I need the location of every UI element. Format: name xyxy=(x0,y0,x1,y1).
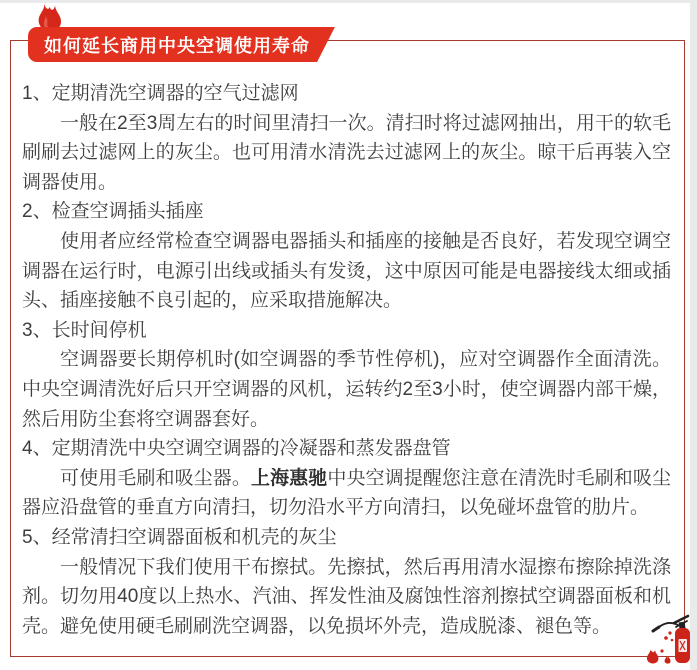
section-4-body-suffix: 中央空调提醒您注意在清洗时毛刷和吸尘器应沿盘管的垂直方向清扫，切勿沿水平方向清扫，以免碰坏盘管的肋片。 xyxy=(22,467,671,519)
section-3-body: 空调器要长期停机时(如空调器的季节性停机)，应对空调器作全面清洗。中央空调清洗好后只开空调器的风机，运转约2至3小时，使空调器内部干燥，然后用防尘套将空调器套好。 xyxy=(22,349,671,430)
page-edge-top xyxy=(0,0,697,3)
section-3-heading: 3、长时间停机 xyxy=(22,319,147,341)
article-box xyxy=(10,40,685,657)
section-4-heading: 4、定期清洗中央空调空调器的冷凝器和蒸发器盘管 xyxy=(22,438,451,460)
section-1-heading: 1、定期清洗空调器的空气过滤网 xyxy=(22,83,299,104)
section-4-body-prefix: 可使用毛刷和吸尘器。 xyxy=(60,467,251,489)
section-5-body: 一般情况下我们使用干布擦拭。先擦拭，然后再用清水湿擦布擦除掉洗涤剂。切勿用40度以上热水、汽油、挥发性油及腐蚀性溶剂擦拭空调器面板和机壳。避免使用硬毛刷刷洗空调器，以免损坏外壳，造成脱漆、褪色等。 xyxy=(22,556,671,637)
section-1-body: 一般在2至3周左右的时间里清扫一次。清扫时将过滤网抽出，用干的软毛刷刷去过滤网上的灰尘。也可用清水清洗去过滤网上的灰尘。晾干后再装入空调器使用。 xyxy=(22,112,671,193)
section-2-body: 使用者应经常检查空调器电器插头和插座的接触是否良好，若发现空调空调器在运行时，电源引出线或插头有发烫，这中原因可能是电器接线太细或插头、插座接触不良引起的，应采取措施解决。 xyxy=(22,230,671,312)
brand-name: 上海惠驰 xyxy=(250,466,328,489)
article-body xyxy=(22,79,671,641)
page-edge-right xyxy=(690,0,697,670)
fire-extinguisher-icon xyxy=(626,605,694,667)
page-title: 如何延长商用中央空调使用寿命 xyxy=(44,35,310,56)
title-banner xyxy=(28,27,316,62)
section-5-heading: 5、经常清扫空调器面板和机壳的灰尘 xyxy=(22,526,337,548)
section-2-heading: 2、检查空调插头插座 xyxy=(22,201,204,223)
section-4-body xyxy=(22,464,671,523)
